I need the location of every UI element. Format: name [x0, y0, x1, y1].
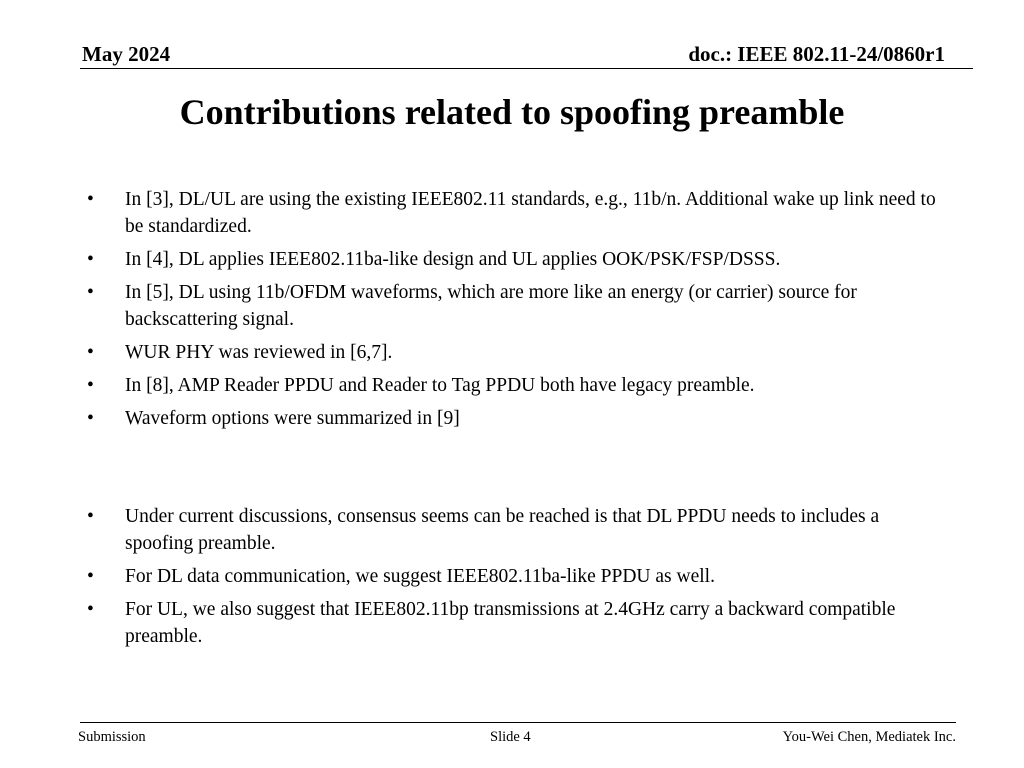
bullet-text: Under current discussions, consensus seems can be reached is that DL PPDU needs to includes a spoofing preamble.	[125, 506, 880, 554]
bullet-list-proposals	[87, 503, 947, 656]
footer-slide-number: Slide 4	[490, 729, 531, 745]
bullet-text: In [8], AMP Reader PPDU and Reader to Tag PPDU both have legacy preamble.	[125, 375, 755, 396]
bullet-text: In [4], DL applies IEEE802.11ba-like design and UL applies OOK/PSK/FSP/DSSS.	[125, 249, 781, 270]
bullet-item	[87, 246, 947, 273]
bullet-list-contributions	[87, 186, 947, 438]
header-divider	[80, 68, 973, 69]
header-date: May 2024	[82, 42, 171, 66]
bullet-dot: •	[87, 599, 94, 620]
bullet-dot: •	[87, 189, 94, 210]
footer-submission: Submission	[78, 729, 146, 745]
bullet-text: For UL, we also suggest that IEEE802.11bp transmissions at 2.4GHz carry a backward compatible preamble.	[125, 599, 896, 647]
bullet-text: For DL data communication, we suggest IEEE802.11ba-like PPDU as well.	[125, 566, 715, 587]
bullet-item	[87, 279, 947, 333]
bullet-item	[87, 405, 947, 432]
bullet-dot: •	[87, 282, 94, 303]
bullet-item	[87, 503, 947, 557]
footer-author: You-Wei Chen, Mediatek Inc.	[782, 729, 956, 745]
bullet-dot: •	[87, 506, 94, 527]
bullet-dot: •	[87, 342, 94, 363]
bullet-item	[87, 596, 947, 650]
header-doc-id: doc.: IEEE 802.11-24/0860r1	[688, 42, 945, 66]
footer-divider	[80, 722, 956, 723]
slide-title: Contributions related to spoofing preamble	[179, 92, 845, 132]
bullet-dot: •	[87, 408, 94, 429]
bullet-text: In [5], DL using 11b/OFDM waveforms, which are more like an energy (or carrier) source for backscattering signal.	[125, 282, 857, 330]
bullet-dot: •	[87, 566, 94, 587]
bullet-item	[87, 563, 947, 590]
bullet-item	[87, 186, 947, 240]
bullet-text: WUR PHY was reviewed in [6,7].	[125, 342, 393, 363]
bullet-text: Waveform options were summarized in [9]	[125, 408, 460, 429]
bullet-dot: •	[87, 249, 94, 270]
bullet-item	[87, 372, 947, 399]
bullet-text: In [3], DL/UL are using the existing IEEE802.11 standards, e.g., 11b/n. Additional wake up link need to be standardized.	[125, 189, 936, 237]
bullet-dot: •	[87, 375, 94, 396]
bullet-item	[87, 339, 947, 366]
